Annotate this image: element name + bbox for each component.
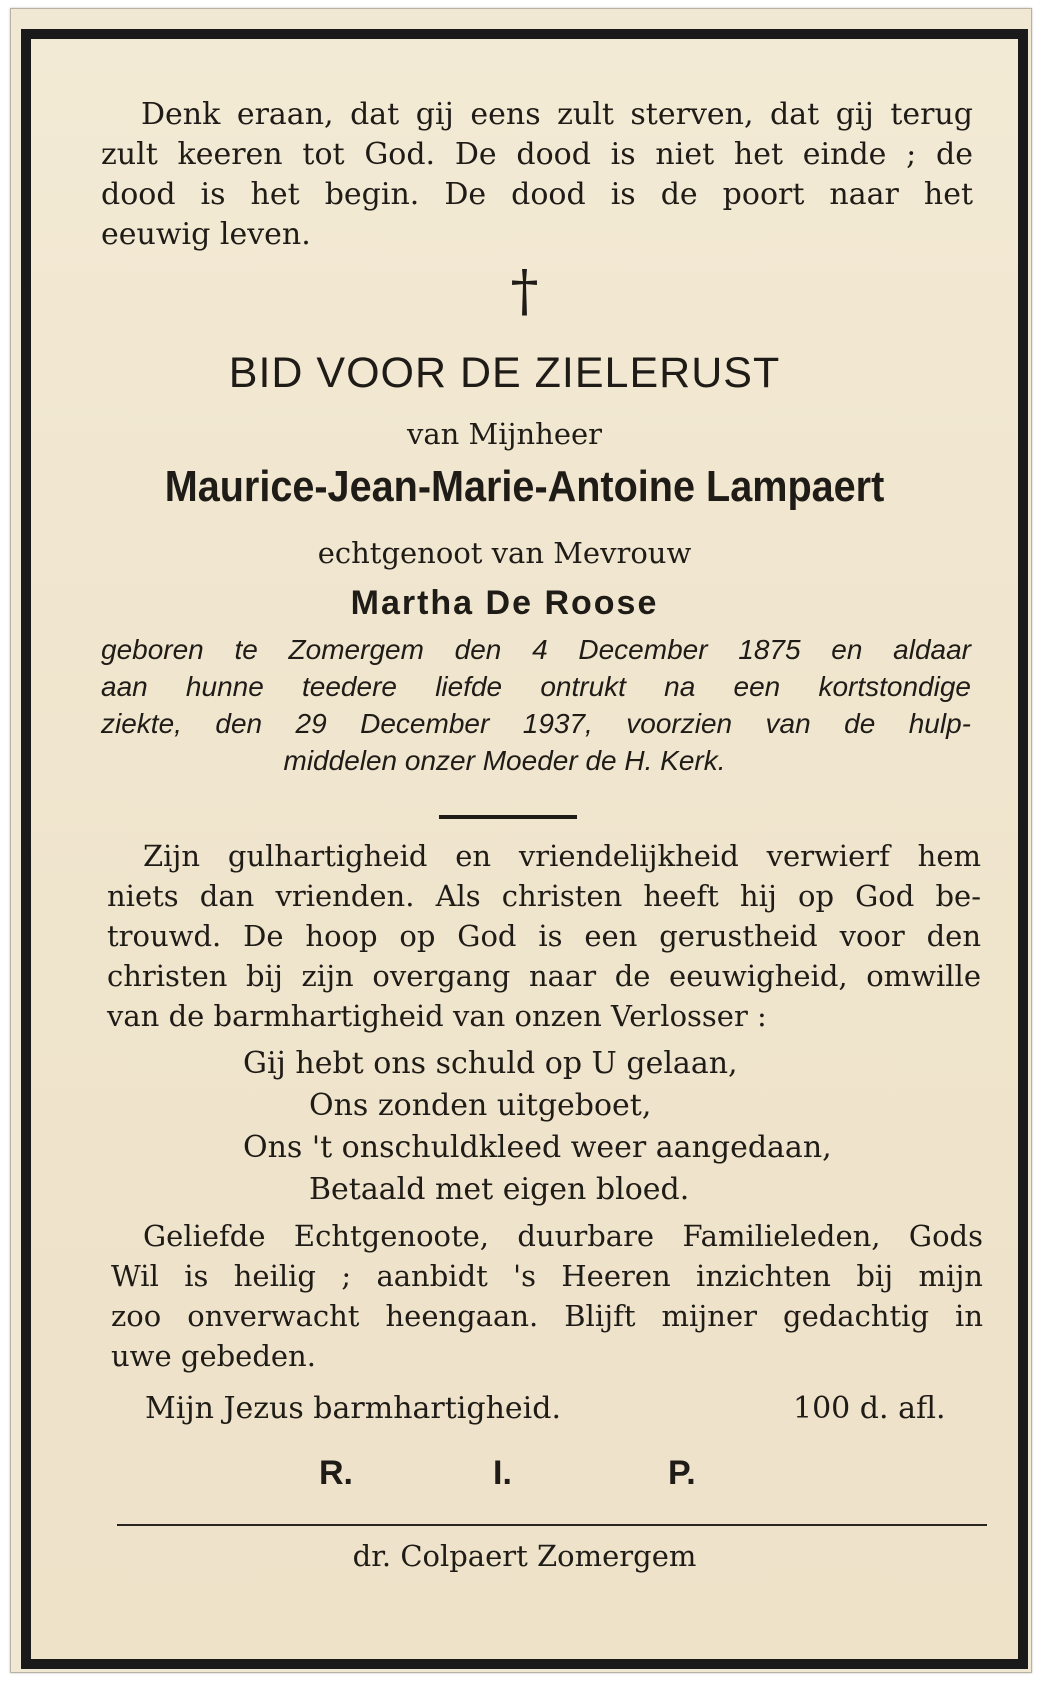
farewell-line-1: Geliefde Echtgenoote, duurbare Familieleden, Gods — [143, 1219, 983, 1253]
tribute-line-5: van de barmhartigheid van onzen Verlosser : — [107, 999, 767, 1033]
printer-credit: dr. Colpaert Zomergem — [352, 1539, 697, 1573]
bottom-rule — [117, 1524, 987, 1526]
farewell-line-2: Wil is heilig ; aanbidt 's Heeren inzichten bij mijn — [111, 1259, 983, 1293]
farewell-line-3: zoo onverwacht heengaan. Blijft mijner gedachtig in — [111, 1299, 983, 1333]
verse-line-1: Gij hebt ons schuld op U gelaan, — [243, 1046, 738, 1081]
rip-p: P. — [668, 1454, 696, 1492]
prayer-line: Mijn Jezus barmhartigheid. — [145, 1391, 562, 1426]
indulgence-note: 100 d. afl. — [793, 1391, 946, 1426]
deceased-name: Maurice-Jean-Marie-Antoine Lampaert — [164, 462, 885, 511]
rip-r: R. — [319, 1454, 353, 1492]
spouse-name: Martha De Roose — [350, 584, 659, 622]
biography-line-4: middelen onzer Moeder de H. Kerk. — [283, 745, 726, 776]
verse-line-2: Ons zonden uitgeboet, — [309, 1088, 652, 1123]
salutation: van Mijnheer — [406, 417, 603, 451]
cross-icon: † — [510, 259, 539, 324]
memorial-card — [10, 8, 1032, 1673]
tribute-line-2: niets dan vrienden. Als christen heeft hij op God be- — [107, 879, 981, 913]
quote-line-4: eeuwig leven. — [101, 217, 311, 252]
tribute-line-3: trouwd. De hoop op God is een gerustheid voor den — [107, 919, 981, 953]
rip-i: I. — [493, 1454, 512, 1492]
biography-line-2: aan hunne teedere liefde ontrukt na een kortstondige — [101, 671, 971, 702]
tribute-line-4: christen bij zijn overgang naar de eeuwigheid, omwille — [107, 959, 981, 993]
verse-line-4: Betaald met eigen bloed. — [309, 1172, 690, 1207]
black-border-frame — [21, 29, 1028, 1669]
biography-line-1: geboren te Zomergem den 4 December 1875 en aldaar — [101, 634, 971, 665]
tribute-line-1: Zijn gulhartigheid en vriendelijkheid verwierf hem — [143, 839, 981, 873]
biography-line-3: ziekte, den 29 December 1937, voorzien van de hulp- — [101, 708, 971, 739]
quote-line-2: zult keeren tot God. De dood is niet het einde ; de — [101, 137, 973, 172]
farewell-line-4: uwe gebeden. — [111, 1339, 316, 1373]
spouse-intro: echtgenoot van Mevrouw — [317, 536, 692, 570]
quote-line-1: Denk eraan, dat gij eens zult sterven, dat gij terug — [141, 97, 973, 132]
verse-line-3: Ons 't onschuldkleed weer aangedaan, — [243, 1130, 832, 1165]
heading: BID VOOR DE ZIELERUST — [228, 349, 781, 397]
quote-line-3: dood is het begin. De dood is de poort naar het — [101, 177, 973, 212]
divider-rule — [439, 815, 577, 819]
